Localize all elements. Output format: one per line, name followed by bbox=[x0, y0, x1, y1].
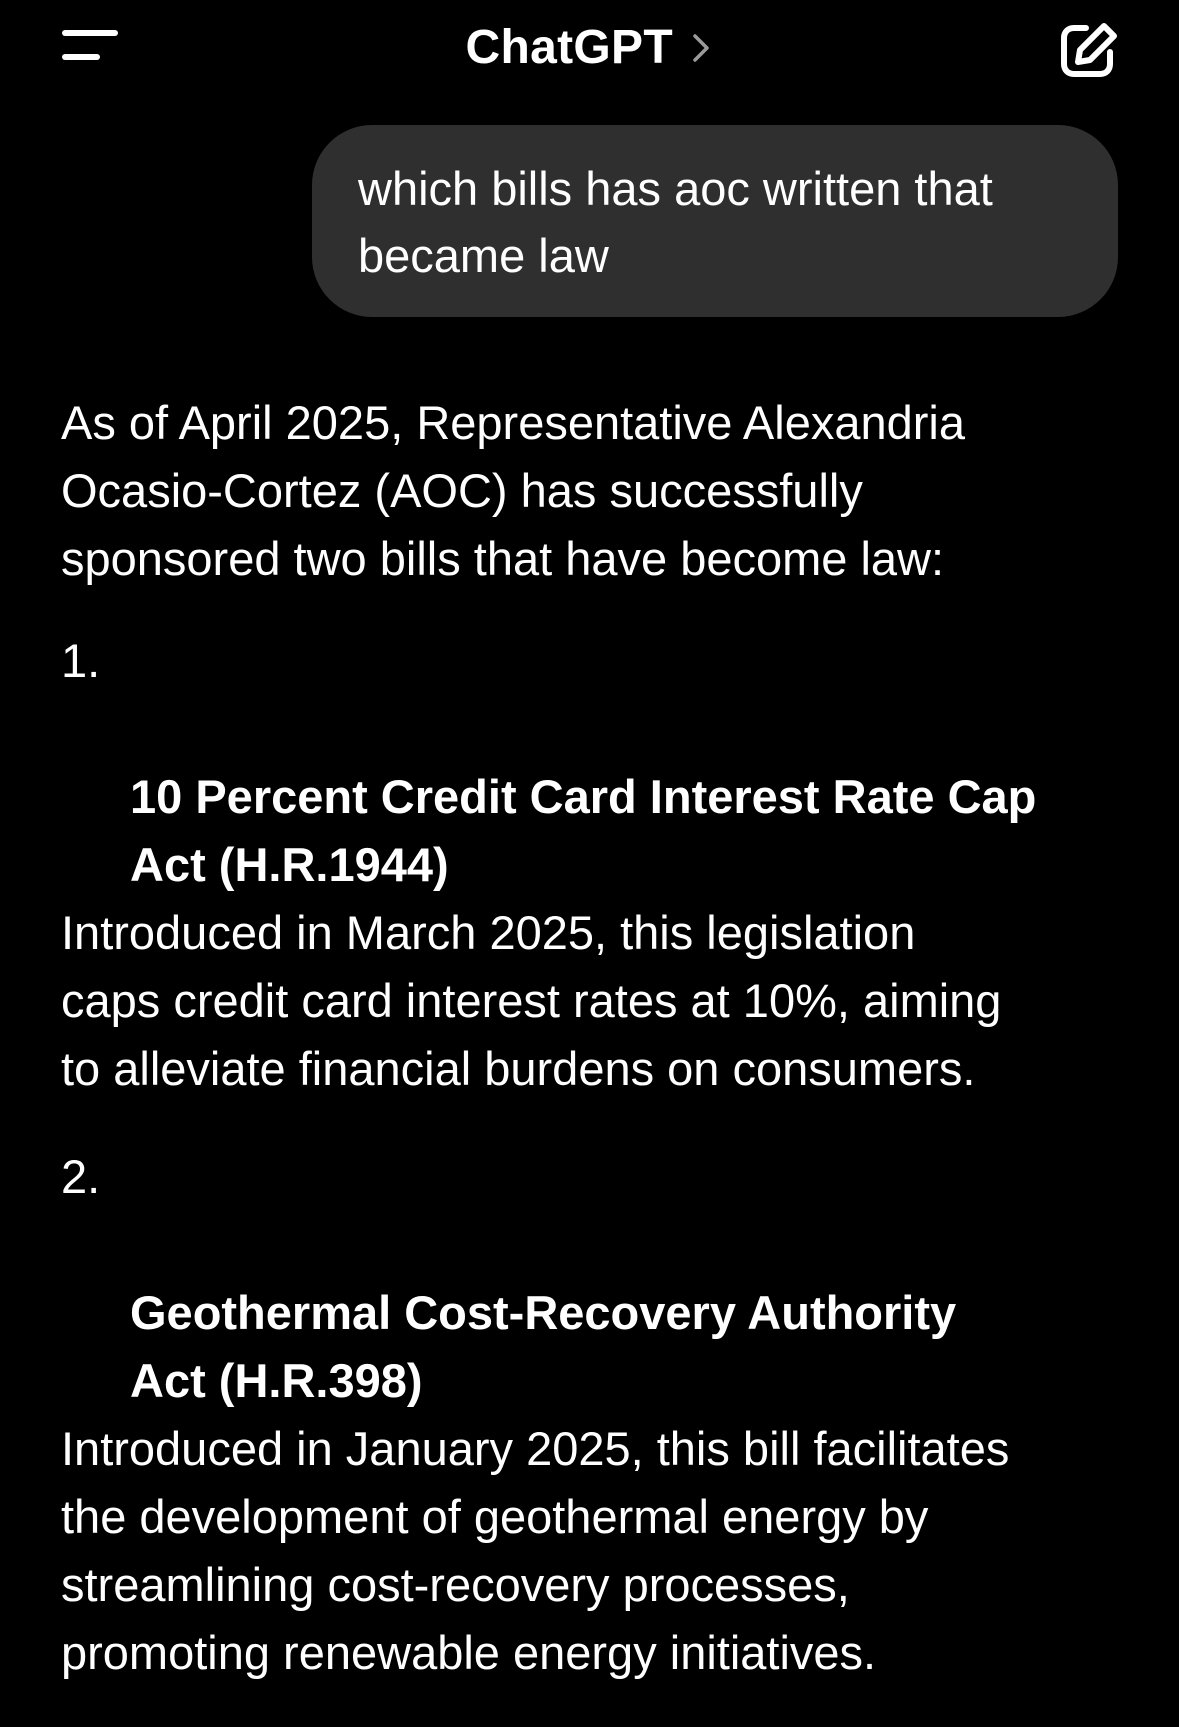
list-item-number: 1. bbox=[61, 634, 101, 687]
new-chat-icon[interactable] bbox=[1058, 20, 1120, 80]
user-message-text: which bills has aoc written that became law bbox=[358, 162, 993, 282]
list-item-heading bbox=[61, 1143, 1131, 1415]
bill-description: Introduced in March 2025, this legislation caps credit card interest rates at 10%, aiming to alleviate financial burdens on consumers. bbox=[61, 906, 1002, 1095]
list-item-number: 2. bbox=[61, 1150, 101, 1203]
list-item bbox=[61, 627, 1131, 1103]
bill-title: Geothermal Cost-Recovery Authority Act (H.R.398) bbox=[130, 1286, 957, 1407]
list-item-heading bbox=[61, 627, 1131, 899]
bill-title: 10 Percent Credit Card Interest Rate Cap Act (H.R.1944) bbox=[130, 770, 1037, 891]
top-bar bbox=[0, 0, 1179, 100]
chevron-right-icon[interactable] bbox=[689, 30, 713, 66]
assistant-response bbox=[61, 389, 1131, 1727]
list-item bbox=[61, 1143, 1131, 1687]
bill-description: Introduced in January 2025, this bill facilitates the development of geothermal energy by streamlining cost-recovery processes, promoting renewable energy initiatives. bbox=[61, 1422, 1010, 1679]
model-selector[interactable] bbox=[0, 18, 1179, 78]
response-intro: As of April 2025, Representative Alexandria Ocasio-Cortez (AOC) has successfully sponsored two bills that have become law: bbox=[61, 396, 965, 585]
user-message-bubble bbox=[312, 125, 1118, 317]
app-title[interactable]: ChatGPT bbox=[465, 21, 673, 74]
